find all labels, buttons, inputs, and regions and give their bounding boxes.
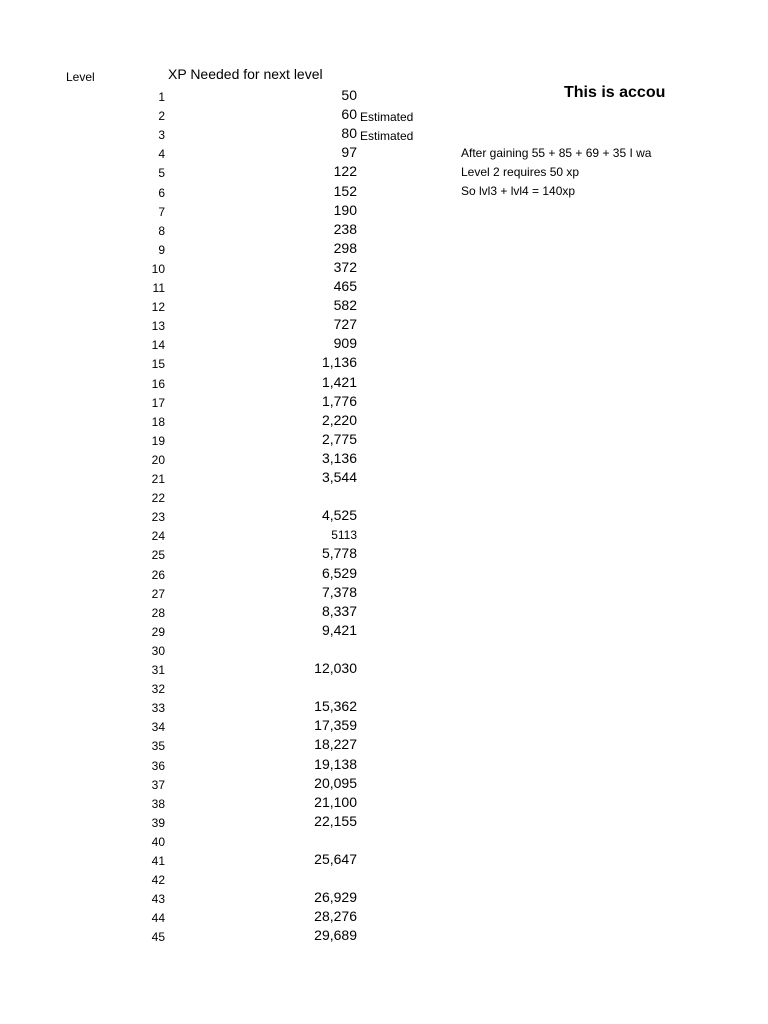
table-row	[0, 240, 768, 259]
table-row	[0, 335, 768, 354]
level-cell: 39	[151, 815, 165, 830]
xp-cell: 909	[333, 335, 357, 352]
table-row	[0, 641, 768, 660]
level-cell: 24	[151, 529, 165, 544]
xp-cell: 5113	[331, 528, 357, 543]
level-cell: 36	[151, 758, 165, 773]
level-cell: 19	[151, 433, 165, 448]
xp-cell: 298	[333, 239, 357, 256]
xp-cell: 80	[341, 125, 357, 142]
xp-cell: 152	[333, 182, 357, 199]
xp-cell: 1,776	[321, 392, 357, 409]
table-row	[0, 908, 768, 927]
xp-cell: 3,136	[321, 449, 357, 466]
table-row	[0, 870, 768, 889]
level-cell: 9	[158, 242, 165, 257]
level-cell: 45	[151, 930, 165, 945]
xp-cell: 6,529	[321, 564, 357, 581]
headline-text: This is accou	[564, 84, 666, 101]
level-cell: 44	[151, 911, 165, 926]
level-column-header: Level	[66, 70, 95, 84]
table-row	[0, 775, 768, 794]
table-row	[0, 736, 768, 755]
table-row	[0, 526, 768, 545]
xp-cell: 5,778	[321, 545, 357, 562]
level-cell: 12	[151, 300, 165, 315]
table-row	[0, 584, 768, 603]
level-cell: 35	[151, 739, 165, 754]
estimate-note: Estimated	[360, 129, 414, 144]
table-row	[0, 889, 768, 908]
level-cell: 1	[158, 90, 165, 104]
xp-cell: 2,775	[321, 430, 357, 447]
table-row	[0, 412, 768, 431]
level-cell: 3	[158, 128, 165, 143]
table-row	[0, 565, 768, 584]
level-cell: 28	[151, 605, 165, 620]
xp-cell: 2,220	[321, 411, 357, 428]
level-cell: 13	[151, 319, 165, 334]
level-cell: 32	[151, 682, 165, 697]
table-row	[0, 393, 768, 412]
level-cell: 38	[151, 796, 165, 811]
table-row	[0, 431, 768, 450]
xp-cell: 17,359	[314, 717, 357, 734]
xp-cell: 28,276	[314, 908, 357, 925]
xp-cell: 97	[341, 144, 357, 161]
level-cell: 22	[151, 491, 165, 506]
level-cell: 8	[158, 223, 165, 238]
table-row	[0, 603, 768, 622]
level-cell: 31	[151, 663, 165, 677]
table-row	[0, 488, 768, 507]
remark-line: So lvl3 + lvl4 = 140xp	[461, 184, 576, 198]
table-row	[0, 278, 768, 297]
level-cell: 30	[151, 643, 165, 658]
xp-cell: 190	[333, 201, 357, 218]
xp-cell: 238	[333, 220, 357, 237]
xp-cell: 122	[333, 163, 357, 180]
table-row	[0, 927, 768, 946]
xp-cell: 29,689	[314, 927, 357, 944]
xp-cell: 20,095	[314, 774, 357, 791]
level-cell: 11	[152, 281, 165, 295]
table-row	[0, 756, 768, 775]
xp-cell: 3,544	[321, 469, 357, 485]
level-cell: 40	[151, 834, 165, 849]
xp-cell: 18,227	[314, 736, 357, 753]
xp-cell: 9,421	[321, 621, 357, 638]
level-cell: 14	[151, 338, 165, 353]
remark-line: After gaining 55 + 85 + 69 + 35 I wa	[461, 146, 652, 160]
table-row	[0, 163, 768, 182]
remark-line: Level 2 requires 50 xp	[461, 165, 580, 179]
level-cell: 23	[151, 510, 165, 525]
table-row	[0, 144, 768, 163]
level-cell: 42	[151, 873, 165, 888]
level-cell: 10	[151, 261, 165, 276]
xp-cell: 582	[333, 297, 357, 314]
level-cell: 37	[151, 777, 165, 792]
level-cell: 25	[151, 548, 165, 563]
level-cell: 16	[151, 376, 165, 391]
xp-cell: 727	[333, 316, 357, 333]
table-row	[0, 813, 768, 832]
level-cell: 4	[158, 147, 165, 162]
level-cell: 21	[151, 472, 165, 486]
level-cell: 26	[151, 567, 165, 582]
level-cell: 29	[151, 624, 165, 639]
xp-cell: 1,421	[321, 373, 357, 390]
level-cell: 27	[151, 586, 165, 601]
table-row	[0, 545, 768, 564]
xp-column-header: XP Needed for next level	[168, 66, 323, 82]
xp-cell: 15,362	[314, 698, 357, 715]
level-cell: 18	[151, 414, 165, 429]
level-cell: 15	[151, 357, 165, 372]
table-row	[0, 221, 768, 240]
xp-cell: 60	[341, 106, 357, 123]
xp-cell: 12,030	[314, 660, 357, 676]
xp-cell: 8,337	[321, 602, 357, 619]
level-cell: 43	[151, 892, 165, 907]
table-row	[0, 679, 768, 698]
xp-cell: 1,136	[321, 354, 357, 371]
xp-cell: 50	[341, 87, 357, 103]
level-cell: 2	[158, 109, 165, 124]
level-cell: 5	[158, 166, 165, 181]
level-cell: 6	[158, 185, 165, 200]
level-cell: 33	[151, 701, 165, 716]
xp-cell: 19,138	[314, 755, 357, 772]
table-row	[0, 354, 768, 373]
xp-cell: 25,647	[314, 851, 357, 867]
table-row	[0, 183, 768, 202]
table-row	[0, 450, 768, 469]
level-cell: 20	[151, 452, 165, 467]
table-row	[0, 832, 768, 851]
table-row	[0, 374, 768, 393]
level-cell: 17	[151, 395, 165, 410]
level-cell: 34	[151, 720, 165, 735]
table-row	[0, 316, 768, 335]
xp-cell: 26,929	[314, 889, 357, 906]
table-row	[0, 698, 768, 717]
table-row	[0, 851, 768, 870]
xp-cell: 21,100	[314, 793, 357, 810]
level-cell: 41	[151, 854, 165, 868]
table-row	[0, 469, 768, 488]
table-row	[0, 259, 768, 278]
table-row	[0, 202, 768, 221]
table-row	[0, 794, 768, 813]
table-row	[0, 106, 768, 125]
xp-cell: 7,378	[321, 583, 357, 600]
xp-cell: 372	[333, 258, 357, 275]
table-row	[0, 297, 768, 316]
level-cell: 7	[158, 204, 165, 219]
table-row	[0, 125, 768, 144]
xp-cell: 465	[333, 278, 357, 294]
table-row	[0, 507, 768, 526]
xp-cell: 4,525	[321, 507, 357, 524]
table-row	[0, 660, 768, 679]
table-row	[0, 717, 768, 736]
table-row	[0, 622, 768, 641]
estimate-note: Estimated	[360, 110, 414, 125]
xp-cell: 22,155	[314, 812, 357, 829]
